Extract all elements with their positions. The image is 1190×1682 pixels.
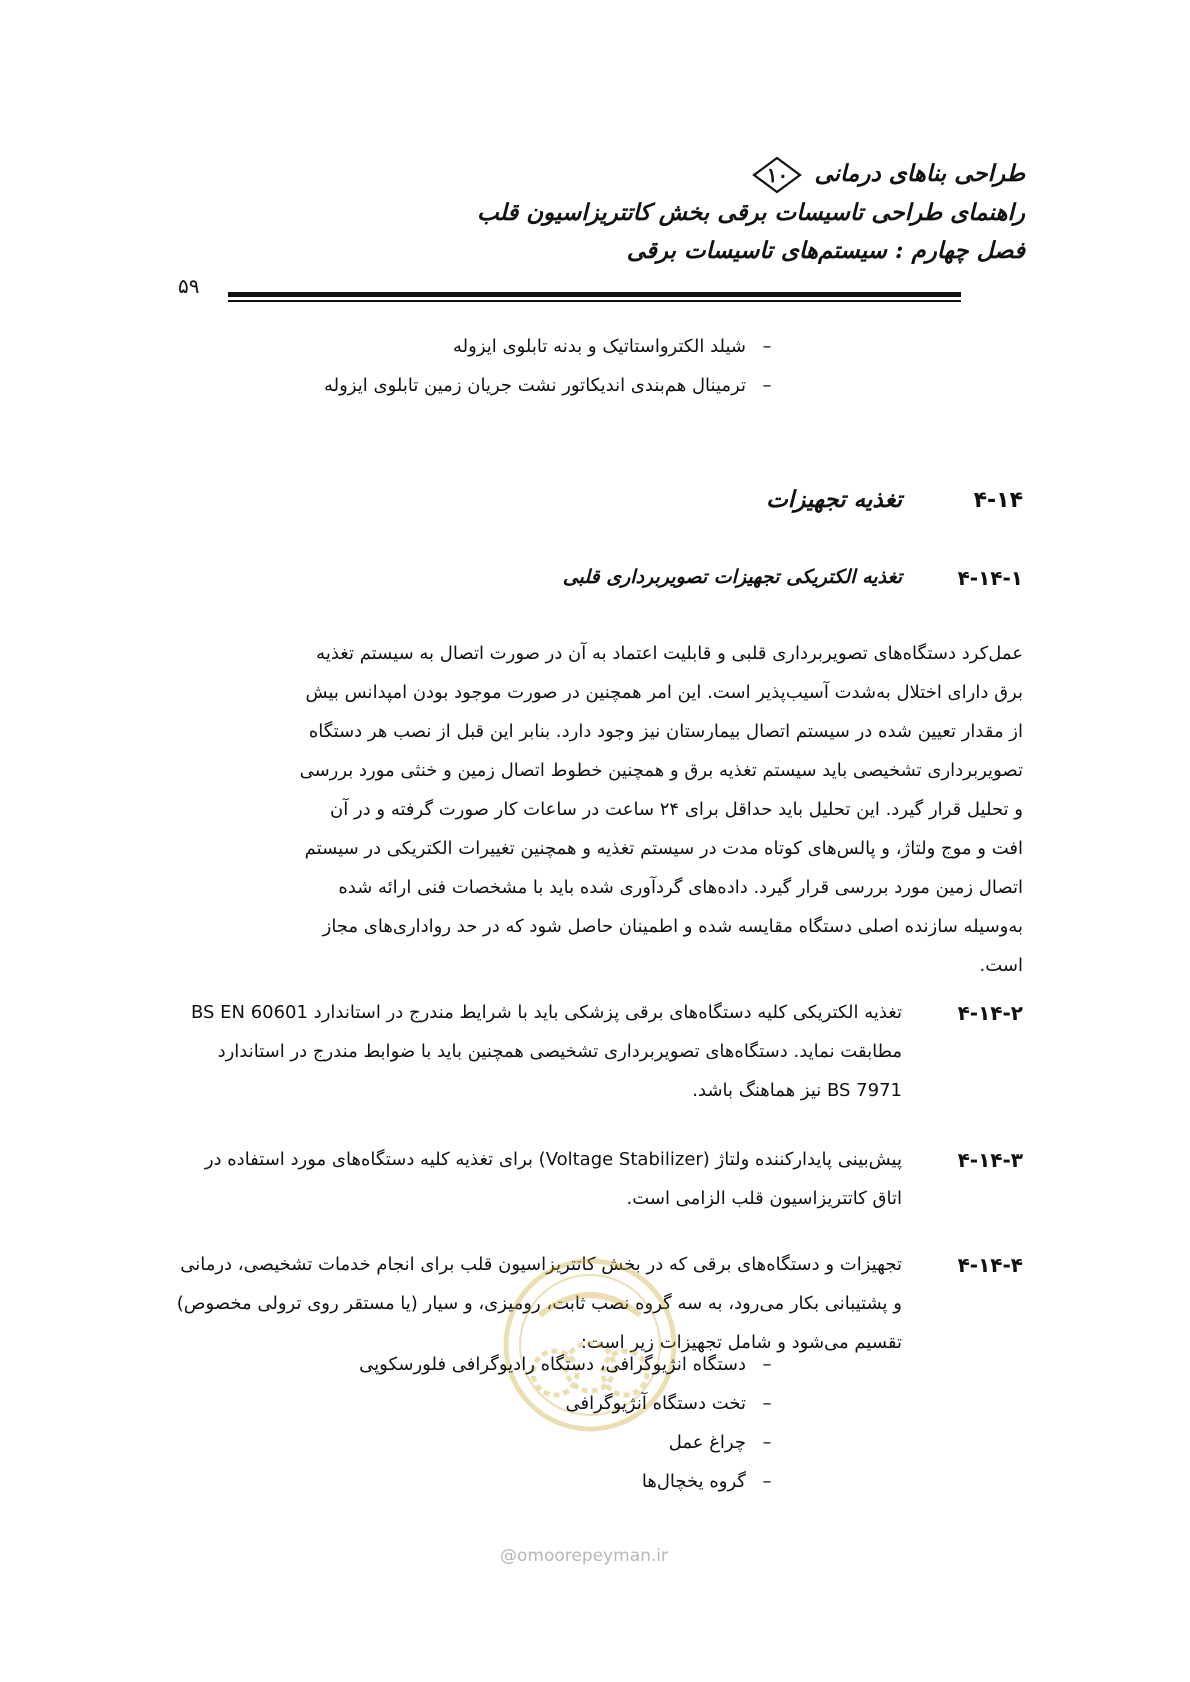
section-title: تغذیه تجهیزات [766, 486, 902, 513]
paragraph-line: BS 7971 نیز هماهنگ باشد. [692, 1080, 902, 1101]
paragraph-line: مطابقت نماید. دستگاه‌های تصویربرداری تشخیصی همچنین باید با ضوابط مندرج در استاندارد [217, 1041, 902, 1062]
list-item [359, 1354, 788, 1375]
subsection-number: ۴-۱۴-۳ [957, 1148, 1023, 1172]
dash-bullet: – [762, 1432, 772, 1453]
list-item-text: دستگاه انژیوگرافی، دستگاه رادیوگرافی فلورسکوپی [359, 1354, 746, 1375]
page-number: ۵۹ [178, 274, 200, 298]
section-number: ۴-۱۴ [973, 488, 1023, 513]
paragraph-line: اتاق کاتتریزاسیون قلب الزامی است. [626, 1188, 902, 1209]
list-item [669, 1432, 788, 1453]
subsection-number: ۴-۱۴-۱ [957, 566, 1023, 590]
dash-bullet: – [762, 1471, 772, 1492]
header-rule-thin [228, 300, 961, 302]
list-item [324, 375, 788, 396]
paragraph-line: از مقدار تعیین شده در سیستم اتصال بیمارستان نیز وجود دارد. بنابر این قبل از نصب هر دستگاه [308, 721, 1023, 742]
paragraph-line: است. [979, 955, 1023, 976]
chapter-title: فصل چهارم : سیستم‌های تاسیسات برقی [626, 237, 1025, 264]
paragraph-line: و پشتیبانی بکار می‌رود، به سه گروه نصب ثابت، رومیزی، و سیار (یا مستقر روی ترولی مخصوص) [176, 1293, 902, 1314]
paragraph-line: افت و موج ولتاژ، و پالس‌های کوتاه مدت در سیستم تغذیه و همچنین تغییرات الکتریکی در سیستم [304, 838, 1023, 859]
series-number: ۱۰ [766, 163, 789, 187]
list-item [453, 336, 788, 357]
list-item-text: چراغ عمل [668, 1432, 746, 1453]
dash-bullet: – [762, 336, 772, 357]
paragraph-line: و تحلیل قرار گیرد. این تحلیل باید حداقل برای ۲۴ ساعت در ساعات کار صورت گرفته و در آن [330, 799, 1023, 820]
guide-title: راهنمای طراحی تاسیسات برقی بخش کاتتریزاسیون قلب [477, 199, 1025, 226]
series-title-line [477, 155, 1025, 194]
paragraph-line: تصویربرداری تشخیصی باید سیستم تغذیه برق و همچنین خطوط اتصال زمین و خنثی مورد بررسی [299, 760, 1023, 781]
paragraph [168, 1140, 902, 1218]
paragraph-line: پیش‌بینی پایدارکننده ولتاژ (Voltage Stabilizer) برای تغذیه کلیه دستگاه‌های مورد استفاده در [204, 1149, 902, 1170]
list-item [642, 1471, 788, 1492]
paragraph-line: عمل‌کرد دستگاه‌های تصویربرداری قلبی و قابلیت اعتماد به آن در صورت اتصال به سیستم تغذیه [316, 643, 1023, 664]
subsection-number: ۴-۱۴-۴ [957, 1253, 1023, 1277]
dash-bullet: – [762, 375, 772, 396]
header-rule-thick [228, 292, 961, 297]
subsection-number: ۴-۱۴-۲ [957, 1001, 1023, 1025]
paragraph [168, 993, 902, 1110]
paragraph-line: تقسیم می‌شود و شامل تجهیزات زیر است: [580, 1332, 902, 1353]
paragraph [168, 634, 1023, 985]
subsection-title: تغذیه الکتریکی تجهیزات تصویربرداری قلبی [562, 566, 902, 588]
watermark-text: @omoorepeyman.ir [500, 1546, 669, 1566]
series-title: طراحی بناهای درمانی [814, 160, 1025, 187]
list-item-text: گروه یخچال‌ها [641, 1471, 746, 1492]
paragraph-line: به‌وسیله سازنده اصلی دستگاه مقایسه شده و اطمینان حاصل شود که در حد رواداری‌های مجاز [322, 916, 1023, 937]
paragraph-line: برق دارای اختلال به‌شدت آسیب‌پذیر است. این امر همچنین در صورت موجود بودن امپدانس بیش [305, 682, 1023, 703]
paragraph-line: تجهیزات و دستگاه‌های برقی که در بخش کاتتریزاسیون قلب برای انجام خدمات تشخیصی، درمانی [180, 1254, 902, 1275]
series-number-badge [752, 156, 802, 194]
paragraph-line: تغذیه الکتریکی کلیه دستگاه‌های برقی پزشکی باید با شرایط مندرج در استاندارد BS EN 60601 [190, 1002, 902, 1023]
list-item [566, 1393, 789, 1414]
dash-bullet: – [762, 1354, 772, 1375]
list-item-text: ترمینال هم‌بندی اندیکاتور نشت جریان زمین تابلوی ایزوله [323, 375, 746, 396]
list-item-text: شیلد الکترواستاتیک و بدنه تابلوی ایزوله [453, 336, 746, 357]
dash-bullet: – [762, 1393, 772, 1414]
list-item-text: تخت دستگاه آنژیوگرافی [565, 1393, 746, 1414]
paragraph-line: اتصال زمین مورد بررسی قرار گیرد. داده‌های گردآوری شده باید با مشخصات فنی ارائه شده [338, 877, 1023, 898]
page-header [477, 155, 1025, 270]
